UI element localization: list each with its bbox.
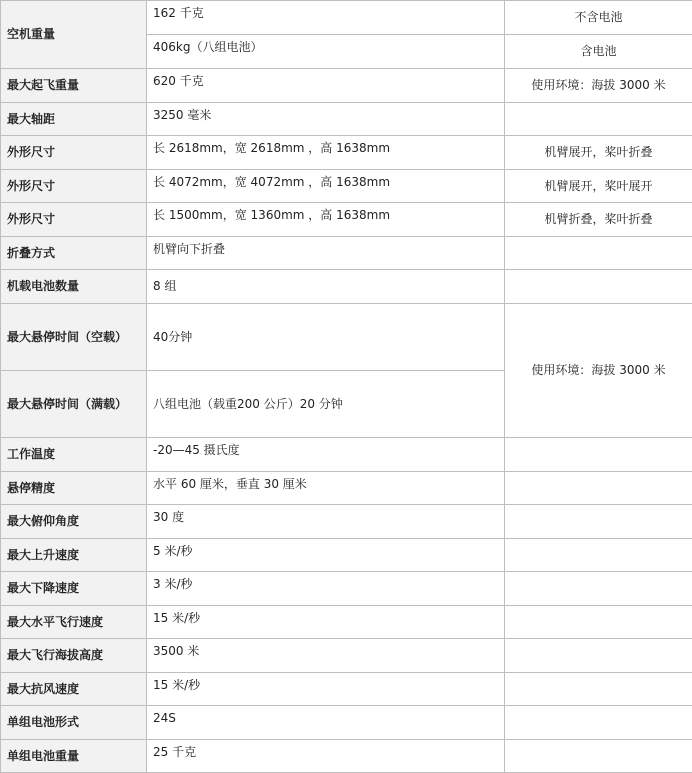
row-value: 长 1500mm，宽 1360mm ，高 1638mm	[147, 203, 505, 237]
table-row	[1, 69, 692, 103]
row-label: 最大悬停时间（满载）	[1, 371, 147, 438]
table-row	[1, 539, 692, 572]
row-value: 八组电池（载重200 公斤）20 分钟	[147, 371, 505, 438]
row-note: 机臂展开，桨叶折叠	[505, 136, 692, 170]
row-note	[505, 572, 692, 606]
table-row	[1, 203, 692, 237]
row-value: 15 米/秒	[147, 606, 505, 639]
table-row	[1, 572, 692, 606]
row-value: 24S	[147, 706, 505, 740]
table-row	[1, 706, 692, 740]
row-note	[505, 237, 692, 270]
row-value: 3250 毫米	[147, 103, 505, 136]
row-label: 悬停精度	[1, 472, 147, 505]
row-label: 外形尺寸	[1, 170, 147, 203]
row-value: 620 千克	[147, 69, 505, 103]
table-row	[1, 237, 692, 270]
row-label: 最大飞行海拔高度	[1, 639, 147, 673]
row-note: 不含电池	[505, 1, 692, 35]
row-value: 162 千克	[147, 1, 505, 35]
row-label: 最大轴距	[1, 103, 147, 136]
row-note	[505, 103, 692, 136]
row-note	[505, 706, 692, 740]
row-label: 空机重量	[1, 1, 147, 69]
table-row	[1, 304, 692, 371]
row-note: 机臂折叠，桨叶折叠	[505, 203, 692, 237]
row-note: 使用环境：海拔 3000 米	[505, 69, 692, 103]
table-row	[1, 505, 692, 539]
row-label: 最大抗风速度	[1, 673, 147, 706]
table-row	[1, 170, 692, 203]
row-note	[505, 472, 692, 505]
row-value: 3500 米	[147, 639, 505, 673]
table-row	[1, 1, 692, 35]
table-row	[1, 270, 692, 304]
table-row	[1, 438, 692, 472]
row-value: 25 千克	[147, 740, 505, 773]
row-note: 机臂展开，桨叶展开	[505, 170, 692, 203]
table-row	[1, 136, 692, 170]
row-value: 406kg（八组电池）	[147, 35, 505, 69]
row-value: 15 米/秒	[147, 673, 505, 706]
row-note	[505, 505, 692, 539]
row-label: 外形尺寸	[1, 203, 147, 237]
row-value: 40分钟	[147, 304, 505, 371]
row-label: 工作温度	[1, 438, 147, 472]
table-row	[1, 673, 692, 706]
row-value: 长 2618mm，宽 2618mm ，高 1638mm	[147, 136, 505, 170]
row-note	[505, 539, 692, 572]
row-label: 最大水平飞行速度	[1, 606, 147, 639]
table-row	[1, 103, 692, 136]
row-label: 最大悬停时间（空载）	[1, 304, 147, 371]
row-note	[505, 639, 692, 673]
row-value: 3 米/秒	[147, 572, 505, 606]
row-label: 最大下降速度	[1, 572, 147, 606]
row-note	[505, 270, 692, 304]
row-value: 水平 60 厘米，垂直 30 厘米	[147, 472, 505, 505]
row-value: -20—45 摄氏度	[147, 438, 505, 472]
table-row	[1, 606, 692, 639]
row-note: 使用环境：海拔 3000 米	[505, 304, 692, 438]
row-note	[505, 606, 692, 639]
row-note	[505, 740, 692, 773]
row-label: 最大上升速度	[1, 539, 147, 572]
row-value: 长 4072mm，宽 4072mm ，高 1638mm	[147, 170, 505, 203]
row-label: 机载电池数量	[1, 270, 147, 304]
row-label: 单组电池形式	[1, 706, 147, 740]
row-label: 最大俯仰角度	[1, 505, 147, 539]
row-note	[505, 673, 692, 706]
row-value: 5 米/秒	[147, 539, 505, 572]
row-note	[505, 438, 692, 472]
row-note: 含电池	[505, 35, 692, 69]
table-row	[1, 639, 692, 673]
row-label: 外形尺寸	[1, 136, 147, 170]
row-label: 单组电池重量	[1, 740, 147, 773]
row-value: 机臂向下折叠	[147, 237, 505, 270]
table-row	[1, 472, 692, 505]
row-value: 8 组	[147, 270, 505, 304]
table-row	[1, 740, 692, 773]
row-value: 30 度	[147, 505, 505, 539]
row-label: 折叠方式	[1, 237, 147, 270]
row-label: 最大起飞重量	[1, 69, 147, 103]
